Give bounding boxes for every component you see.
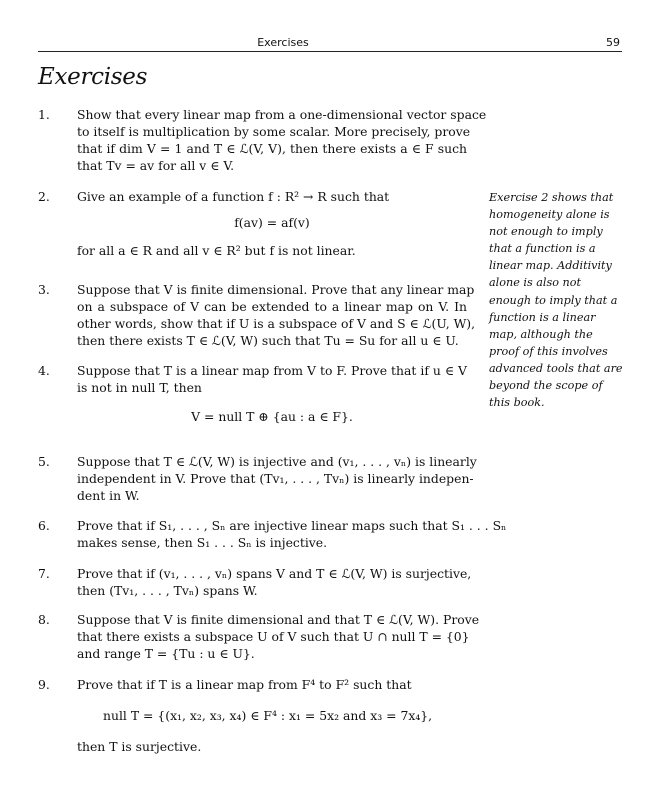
exercise-text bbox=[77, 453, 477, 504]
exercise-text bbox=[77, 281, 476, 349]
margin-note-line: that a function is a bbox=[489, 242, 596, 256]
exercise-line: and range T = {Tu : u ∈ U}. bbox=[77, 646, 255, 661]
display-equation: V = null T ⊕ {au : a ∈ F}. bbox=[191, 409, 353, 424]
margin-note-line: function is a linear bbox=[489, 310, 596, 324]
exercise-line: other words, show that if U is a subspace of V and S ∈ ℒ(U, W), bbox=[77, 316, 476, 331]
exercise-number: 4. bbox=[38, 363, 50, 378]
exercise-line: to itself is multiplication by some scalar. More precisely, prove bbox=[77, 124, 471, 139]
exercise-line: then T is surjective. bbox=[77, 739, 202, 754]
exercise-line: independent in V. Prove that (Tv₁, . . . , Tvₙ) is linearly indepen- bbox=[77, 471, 474, 486]
running-head bbox=[38, 35, 622, 52]
margin-note bbox=[489, 189, 629, 411]
exercise-line: that there exists a subspace U of V such that U ∩ null T = {0} bbox=[77, 629, 470, 644]
exercise-number: 6. bbox=[38, 518, 50, 533]
exercise-text bbox=[77, 106, 487, 174]
exercise-line: Suppose that V is finite dimensional and that T ∈ ℒ(V, W). Prove bbox=[77, 612, 480, 627]
exercise-line: for all a ∈ R and all v ∈ R² but f is not linear. bbox=[77, 243, 356, 258]
margin-note-line: homogeneity alone is bbox=[489, 208, 610, 222]
exercise-line: Suppose that V is finite dimensional. Prove that any linear map bbox=[77, 282, 475, 297]
exercise-line: is not in null T, then bbox=[77, 380, 202, 395]
margin-note-line: enough to imply that a bbox=[489, 293, 618, 307]
exercise-text bbox=[77, 611, 480, 662]
margin-note-line: this book. bbox=[489, 396, 545, 410]
exercise-number: 8. bbox=[38, 612, 50, 627]
exercise-line: Give an example of a function f : R² → R such that bbox=[77, 189, 390, 204]
exercise-line: Prove that if (v₁, . . . , vₙ) spans V and T ∈ ℒ(V, W) is surjective, bbox=[77, 566, 472, 581]
exercise-line: dent in W. bbox=[77, 488, 140, 503]
exercise-text bbox=[77, 362, 467, 425]
exercise-number: 5. bbox=[38, 454, 50, 469]
exercise-text bbox=[77, 565, 472, 599]
exercise-line: then there exists T ∈ ℒ(V, W) such that Tu = Su for all u ∈ U. bbox=[77, 333, 459, 348]
exercise-line: Prove that if T is a linear map from F⁴ to F² such that bbox=[77, 677, 412, 692]
exercise-text bbox=[77, 517, 507, 551]
exercise-line: Suppose that T ∈ ℒ(V, W) is injective and (v₁, . . . , vₙ) is linearly bbox=[77, 454, 477, 469]
exercise-number: 2. bbox=[38, 189, 50, 204]
exercise-text bbox=[77, 188, 467, 259]
margin-note-line: not enough to imply bbox=[489, 225, 603, 239]
margin-note-line: proof of this involves bbox=[489, 344, 608, 358]
margin-note-line: map, although the bbox=[489, 327, 593, 341]
exercise-line: that Tv = av for all v ∈ V. bbox=[77, 158, 235, 173]
running-head-title: Exercises bbox=[257, 36, 309, 49]
margin-note-line: advanced tools that are bbox=[489, 361, 623, 375]
margin-note-line: alone is also not bbox=[489, 276, 581, 290]
exercise-text bbox=[77, 676, 467, 755]
exercise-line: on a subspace of V can be extended to a linear map on V. In bbox=[77, 299, 467, 314]
exercise-line: Show that every linear map from a one-dimensional vector space bbox=[77, 107, 487, 122]
exercise-line: then (Tv₁, . . . , Tvₙ) spans W. bbox=[77, 583, 258, 598]
exercise-line: that if dim V = 1 and T ∈ ℒ(V, V), then there exists a ∈ F such bbox=[77, 141, 467, 156]
exercise-line: makes sense, then S₁ . . . Sₙ is injective. bbox=[77, 535, 328, 550]
margin-note-line: linear map. Additivity bbox=[489, 259, 612, 273]
margin-note-line: beyond the scope of bbox=[489, 379, 603, 393]
margin-note-line: Exercise 2 shows that bbox=[489, 191, 614, 204]
section-title: Exercises bbox=[38, 64, 148, 90]
exercise-number: 7. bbox=[38, 566, 50, 581]
exercise-number: 3. bbox=[38, 282, 50, 297]
exercise-line: Prove that if S₁, . . . , Sₙ are injective linear maps such that S₁ . . . Sₙ bbox=[77, 518, 507, 533]
exercise-line: Suppose that T is a linear map from V to F. Prove that if u ∈ V bbox=[77, 363, 467, 378]
exercise-number: 9. bbox=[38, 677, 50, 692]
display-equation: f(av) = af(v) bbox=[234, 215, 310, 230]
page-number: 59 bbox=[606, 36, 620, 49]
display-equation: null T = {(x₁, x₂, x₃, x₄) ∈ F⁴ : x₁ = 5x₂ and x₃ = 7x₄}, bbox=[103, 708, 433, 723]
exercise-number: 1. bbox=[38, 107, 50, 122]
